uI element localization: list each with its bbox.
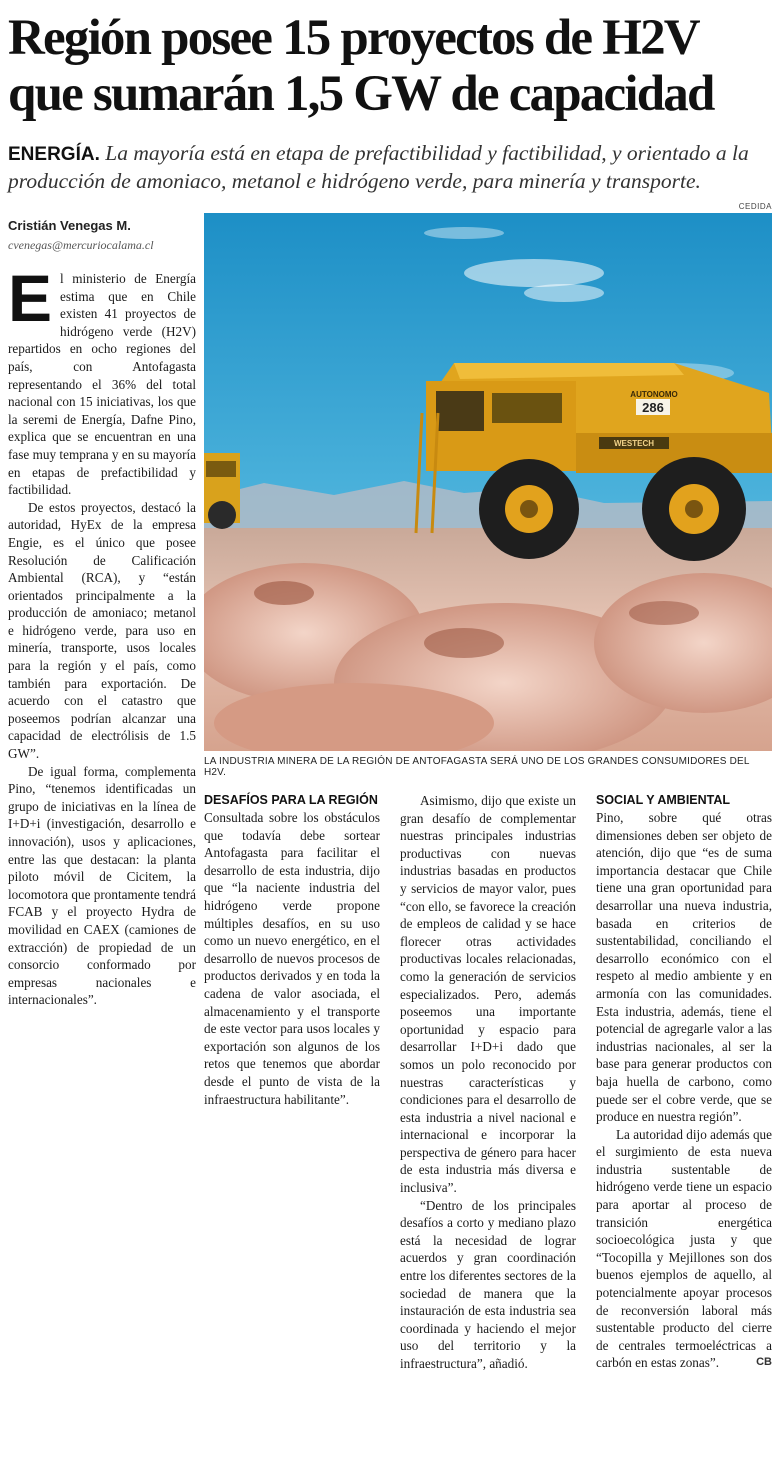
paragraph-6: “Dentro de los principales desafíos a corto y mediano plazo está la necesidad de lograr acuerdos y gran coordinación entre los diferentes sectores de la sociedad de manera que la instauración de esta industria sea coordinada y haciendo el mejor uso del territorio y la infraestructura”, añadió. <box>400 1197 576 1371</box>
photo-credit: CEDIDA <box>738 202 772 211</box>
deck <box>8 140 774 194</box>
byline <box>8 218 198 253</box>
paragraph-3: De igual forma, complementa Pino, “tenemos identificadas un grupo de iniciativas en la línea de I+D+i (investigación, desarrollo e innovación), usos y aplicaciones, entre las que destacan: la planta piloto móvil de Cicitem, la locomotora que prontamente tendrá FCAB y el proyecto Hydra de movilidad en CAEX (camiones de extracción) de propiedad de un consorcio conformado por empresas nacionales e internacionales”. <box>8 763 196 1008</box>
truck-brand: AUTONOMO <box>630 390 678 399</box>
article-column-2 <box>204 792 380 1108</box>
deck-text: La mayoría está en etapa de prefactibilidad y factibilidad, y orientado a la producción de amoniaco, metanol e hidrógeno verde, para minería y transporte. <box>8 141 749 193</box>
end-mark: CB <box>756 1356 772 1369</box>
paragraph-1-text: l ministerio de Energía estima que en Chile existen 41 proyectos de hidrógeno verde (H2V) repartidos en ocho regiones del país, con Antofagasta representando el 36% del total nacional con 15 iniciativas, los que la seremi de Energía, Dafne Pino, explica que se encuentran en una fase muy temprana y en su mayoría en etapas de prefactibilidad y factibilidad. <box>8 271 196 498</box>
paragraph-2: De estos proyectos, destacó la autoridad, HyEx de la empresa Engie, es el único que posee Resolución de Calificación Ambiental (RCA), y “están orientados principalmente a la producción de amoniaco; metanol e hidrógeno verde, para uso en minería, transporte, usos locales para la región y el país, como también para exportación. De acuerdo con el catastro que poseemos podrían alcanzar una capacidad de electrólisis de 1.5 GW”. <box>8 499 196 762</box>
headline-line-1: Región posee 15 proyectos de H2V <box>8 10 699 66</box>
deck-kicker: ENERGÍA. <box>8 144 100 165</box>
article-column-4 <box>596 792 772 1372</box>
paragraph-4: Consultada sobre los obstáculos que todavía debe sortear Antofagasta para facilitar el desarrollo de esta industria, dijo que “la naciente industria del hidrógeno verde propone múltiples desafíos, en su uso como un nuevo energético, en el desarrollo de nuevos procesos de productos derivados y en toda la cadena de valor asociada, el almacenamiento y el transporte de este vector para usos locales y exportación son algunos de los retos que tenemos que abordar desde el punto de vista de la infraestructura habilitante”. <box>204 810 380 1107</box>
drop-cap: E <box>8 261 53 335</box>
paragraph-5: Asimismo, dijo que existe un gran desafío de complementar nuestras principales industrias productivas con nuevas industrias basadas en productos y servicios de mayor valor, pues “con ello, se favorece la creación de empleos de calidad y se hace florecer otras actividades productivas locales relacionadas, como la generación de servicios especializados. Pero, además poseemos una importante oportunidad y espacio para desarrollar I+D+i dado que somos un polo reconocido por nuestras características y condiciones para el desarrollo de esta industria a nivel nacional e internacional e incorporar la perspectiva de género para hacer de esta industria más diversa e inclusiva”. <box>400 793 576 1196</box>
photo-caption: LA INDUSTRIA MINERA DE LA REGIÓN DE ANTOFAGASTA SERÁ UNO DE LOS GRANDES CONSUMIDORES DEL H2V. <box>204 756 750 778</box>
headline-line-2: que sumarán 1,5 GW de capacidad <box>8 66 714 122</box>
paragraph-7: Pino, sobre qué otras dimensiones deben ser objeto de atención, dijo que “es de suma importancia destacar que Chile tiene una gran oportunidad para desarrollar una nueva industria, basada en criterios de sustentabilidad, conciliando el desarrollo económico con el respeto al medio ambiente y en armonía con las comunidades. Esta industria, además, tiene el potencial de agregarle valor a las industrias nacionales, al ser la base para generar productos con baja huella de carbono, como puede ser el cobre verde, que se produce en nuestra región”. <box>596 810 772 1125</box>
article-column-1 <box>8 261 196 1009</box>
truck-plate: WESTECH <box>614 439 654 448</box>
mining-truck-photo <box>204 213 772 751</box>
byline-author: Cristián Venegas M. <box>8 218 131 233</box>
subhead-social: SOCIAL Y AMBIENTAL <box>596 793 731 807</box>
paragraph-1 <box>8 261 196 499</box>
paragraph-8 <box>596 1126 772 1372</box>
paragraph-8-text: La autoridad dijo además que el surgimiento de esta nueva industria sustentable de hidrógeno verde tiene un espacio para aportar al proceso de transición energética socioecológica justa y que “Tocopilla y Mejillones son dos buenos ejemplos de aquello, al potencialmente apoyar procesos de reconversión laboral más sustentable producto del cierre de centrales termoeléctricas a carbón en estas zonas”. <box>596 1126 772 1371</box>
truck-number: 286 <box>642 400 664 415</box>
article-column-3 <box>400 792 576 1373</box>
headline <box>8 10 774 122</box>
subhead-desafios: DESAFÍOS PARA LA REGIÓN <box>204 793 378 807</box>
byline-email: cvenegas@mercuriocalama.cl <box>8 238 154 252</box>
